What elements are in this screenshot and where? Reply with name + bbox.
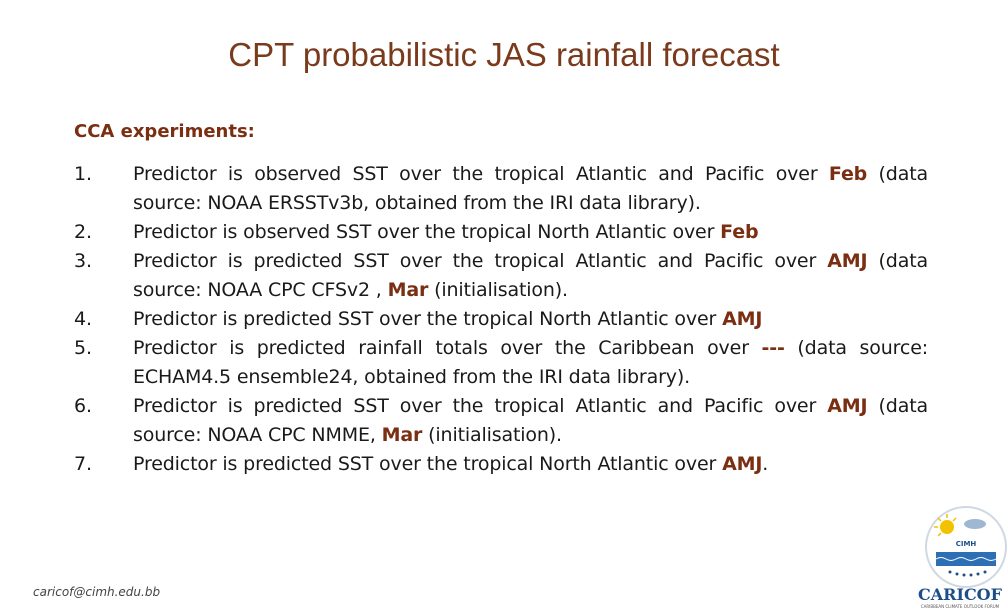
list-item-text: Predictor is predicted SST over the tropical Atlantic and Pacific over	[133, 395, 828, 417]
section-subtitle: CCA experiments:	[74, 121, 255, 142]
logo-tagline: CARIBBEAN CLIMATE OUTLOOK FORUM	[920, 604, 1000, 609]
list-item	[74, 305, 928, 334]
list-item-number: 6.	[74, 395, 92, 417]
list-item-number: 4.	[74, 308, 92, 330]
highlight-term: AMJ	[722, 453, 763, 475]
list-item-text: (data source: NOAA CPC CFSv2 ,	[133, 250, 928, 301]
list-item-text: Predictor is predicted SST over the tropical Atlantic and Pacific over	[133, 250, 828, 272]
list-item-number: 7.	[74, 453, 92, 475]
highlight-term: Feb	[720, 221, 759, 243]
list-item-number: 2.	[74, 221, 92, 243]
list-item-number: 3.	[74, 250, 92, 272]
highlight-term: Feb	[828, 163, 868, 185]
highlight-term: Mar	[387, 279, 429, 301]
list-item-text: Predictor is observed SST over the tropical North Atlantic over	[133, 221, 721, 243]
list-item-text: Predictor is predicted SST over the tropical North Atlantic over	[133, 308, 723, 330]
list-item	[74, 450, 928, 479]
list-item	[74, 392, 928, 450]
highlight-term: Mar	[381, 424, 423, 446]
list-item-text: Predictor is predicted rainfall totals over the Caribbean over	[133, 337, 762, 359]
list-item-text: Predictor is predicted SST over the tropical North Atlantic over	[133, 453, 723, 475]
list-item-number: 1.	[74, 163, 92, 185]
list-item	[74, 160, 928, 218]
experiment-list	[74, 160, 928, 479]
list-item-text: .	[762, 453, 769, 475]
list-item-text: (data source: NOAA ERSSTv3b, obtained from the IRI data library).	[133, 163, 928, 214]
list-item-text: Predictor is observed SST over the tropical Atlantic and Pacific over	[133, 163, 829, 185]
list-item	[74, 218, 928, 247]
list-item	[74, 247, 928, 305]
list-item-text: (initialisation).	[422, 424, 562, 446]
highlight-term: AMJ	[827, 250, 868, 272]
list-item-text: (data source: ECHAM4.5 ensemble24, obtained from the IRI data library).	[133, 337, 928, 388]
list-item	[74, 334, 928, 392]
list-item-text: (data source: NOAA CPC NMME,	[133, 395, 928, 446]
highlight-term: AMJ	[827, 395, 868, 417]
highlight-term: ---	[761, 337, 785, 359]
logo-cimh-text: CIMH	[955, 540, 977, 548]
logo-caricof-text: CARICOF	[918, 585, 1002, 604]
list-item-text: (initialisation).	[428, 279, 568, 301]
highlight-term: AMJ	[722, 308, 763, 330]
page-title: CPT probabilistic JAS rainfall forecast	[228, 36, 780, 73]
list-item-number: 5.	[74, 337, 92, 359]
caricof-logo	[912, 500, 1008, 612]
footer-email: caricof@cimh.edu.bb	[33, 585, 161, 599]
